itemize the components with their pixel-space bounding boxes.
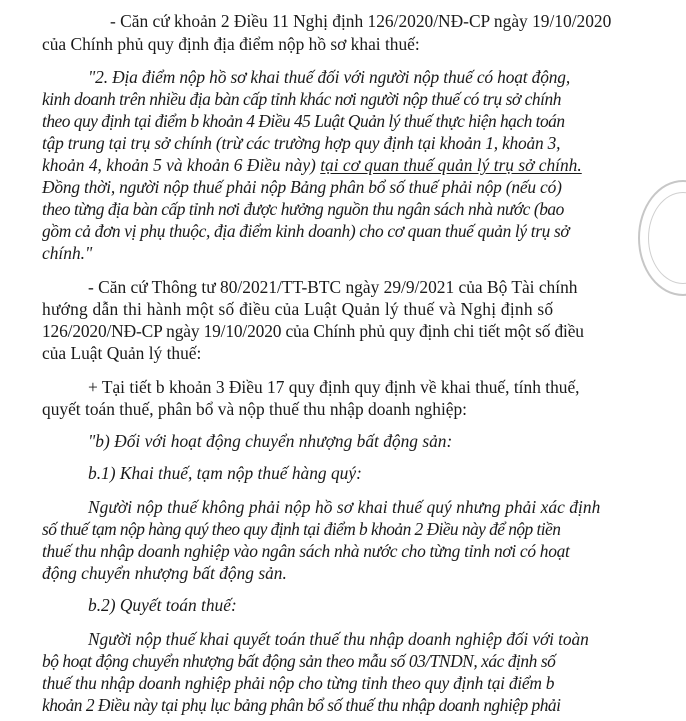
quote-line: động chuyển nhượng bất động sản.: [42, 563, 287, 583]
quote-line: b.2) Quyết toán thuế:: [88, 595, 237, 615]
quote-line: gồm cả đơn vị phụ thuộc, địa điểm kinh doanh) cho cơ quan thuế quản lý trụ sở: [42, 221, 570, 241]
quote-line: Người nộp thuế khai quyết toán thuế thu nhập doanh nghiệp đối với toàn: [88, 629, 589, 649]
paragraph-line: quyết toán thuế, phân bổ và nộp thuế thu nhập doanh nghiệp:: [42, 399, 468, 419]
paragraph-line: của Luật Quản lý thuế:: [42, 343, 202, 363]
quote-line: Đồng thời, người nộp thuế phải nộp Bảng phân bổ số thuế phải nộp (nếu có): [42, 177, 562, 197]
quote-line: b.1) Khai thuế, tạm nộp thuế hàng quý:: [88, 463, 362, 483]
quote-text: khoản 4, khoản 5 và khoản 6 Điều này): [42, 155, 316, 175]
quote-line: bộ hoạt động chuyển nhượng bất động sản theo mẫu số 03/TNDN, xác định số: [42, 651, 556, 671]
quote-line: thuế thu nhập doanh nghiệp vào ngân sách nhà nước cho từng tỉnh nơi có hoạt: [42, 541, 570, 561]
paragraph-line: - Căn cứ khoản 2 Điều 11 Nghị định 126/2020/NĐ-CP ngày 19/10/2020: [110, 11, 612, 31]
quote-line: [42, 154, 686, 176]
quote-line: kinh doanh trên nhiều địa bàn cấp tỉnh khác nơi người nộp thuế có trụ sở chính: [42, 89, 562, 109]
quote-line: khoản 2 Điều này tại phụ lục bảng phân bổ số thuế thu nhập doanh nghiệp phải: [42, 695, 561, 715]
quote-line: theo quy định tại điểm b khoản 4 Điều 45 Luật Quản lý thuế thực hiện hạch toán: [42, 111, 565, 131]
quote-line: chính.": [42, 243, 93, 263]
paragraph-line: 126/2020/NĐ-CP ngày 19/10/2020 của Chính phủ quy định chi tiết một số điều: [42, 321, 584, 341]
quote-line: "2. Địa điểm nộp hồ sơ khai thuế đối với người nộp thuế có hoạt động,: [88, 67, 571, 87]
quote-line: thuế thu nhập doanh nghiệp phải nộp cho từng tỉnh theo quy định tại điểm b: [42, 673, 555, 693]
paragraph-line: + Tại tiết b khoản 3 Điều 17 quy định quy định về khai thuế, tính thuế,: [88, 377, 580, 397]
quote-line: theo từng địa bàn cấp tỉnh nơi được hưởng nguồn thu ngân sách nhà nước (bao: [42, 199, 564, 219]
quote-line: "b) Đối với hoạt động chuyển nhượng bất động sản:: [88, 431, 453, 451]
paragraph-line: - Căn cứ Thông tư 80/2021/TT-BTC ngày 29/9/2021 của Bộ Tài chính: [88, 277, 578, 297]
quote-line: số thuế tạm nộp hàng quý theo quy định tại điểm b khoản 2 Điều này để nộp tiền: [42, 519, 561, 539]
paragraph-line: hướng dẫn thi hành một số điều của Luật Quản lý thuế và Nghị định số: [42, 299, 554, 319]
quote-line: Người nộp thuế không phải nộp hồ sơ khai thuế quý nhưng phải xác định: [88, 497, 601, 517]
underlined-phrase: tại cơ quan thuế quản lý trụ sở chính.: [320, 155, 582, 175]
paragraph-line: của Chính phủ quy định địa điểm nộp hồ sơ khai thuế:: [42, 34, 420, 54]
quote-line: tập trung tại trụ sở chính (trừ các trường hợp quy định tại khoản 1, khoản 3,: [42, 133, 561, 153]
